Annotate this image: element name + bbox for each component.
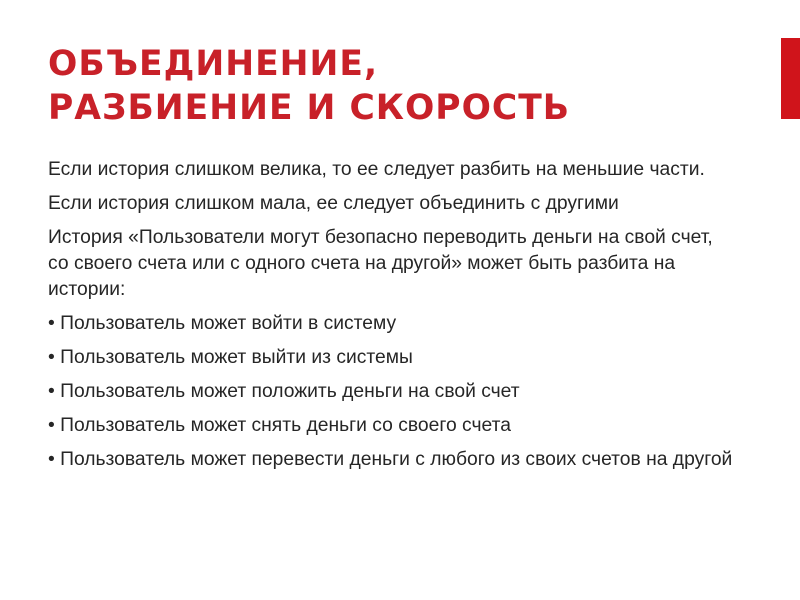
paragraph-combine: Если история слишком мала, ее следует объединить с другими	[48, 193, 619, 214]
slide-title	[48, 42, 768, 130]
list-item-transfer: • Пользователь может перевести деньги с любого из своих счетов на другой	[48, 449, 733, 470]
list-item-withdraw: • Пользователь может снять деньги со своего счета	[48, 415, 511, 436]
accent-bar	[781, 38, 800, 119]
list-item-login: • Пользователь может войти в систему	[48, 313, 397, 334]
list-item-logout: • Пользователь может выйти из системы	[48, 347, 413, 368]
slide-body	[48, 157, 738, 481]
slide-title-line-1: ОБЪЕДИНЕНИЕ,	[48, 44, 379, 84]
paragraph-split: Если история слишком велика, то ее следует разбить на меньшие части.	[48, 159, 705, 180]
paragraph-example: История «Пользователи могут безопасно переводить деньги на свой счет, со своего счета или с одного счета на другой» может быть разбита на истории:	[48, 227, 713, 300]
slide-title-line-2: РАЗБИЕНИЕ И СКОРОСТЬ	[48, 88, 571, 128]
list-item-deposit: • Пользователь может положить деньги на свой счет	[48, 381, 520, 402]
